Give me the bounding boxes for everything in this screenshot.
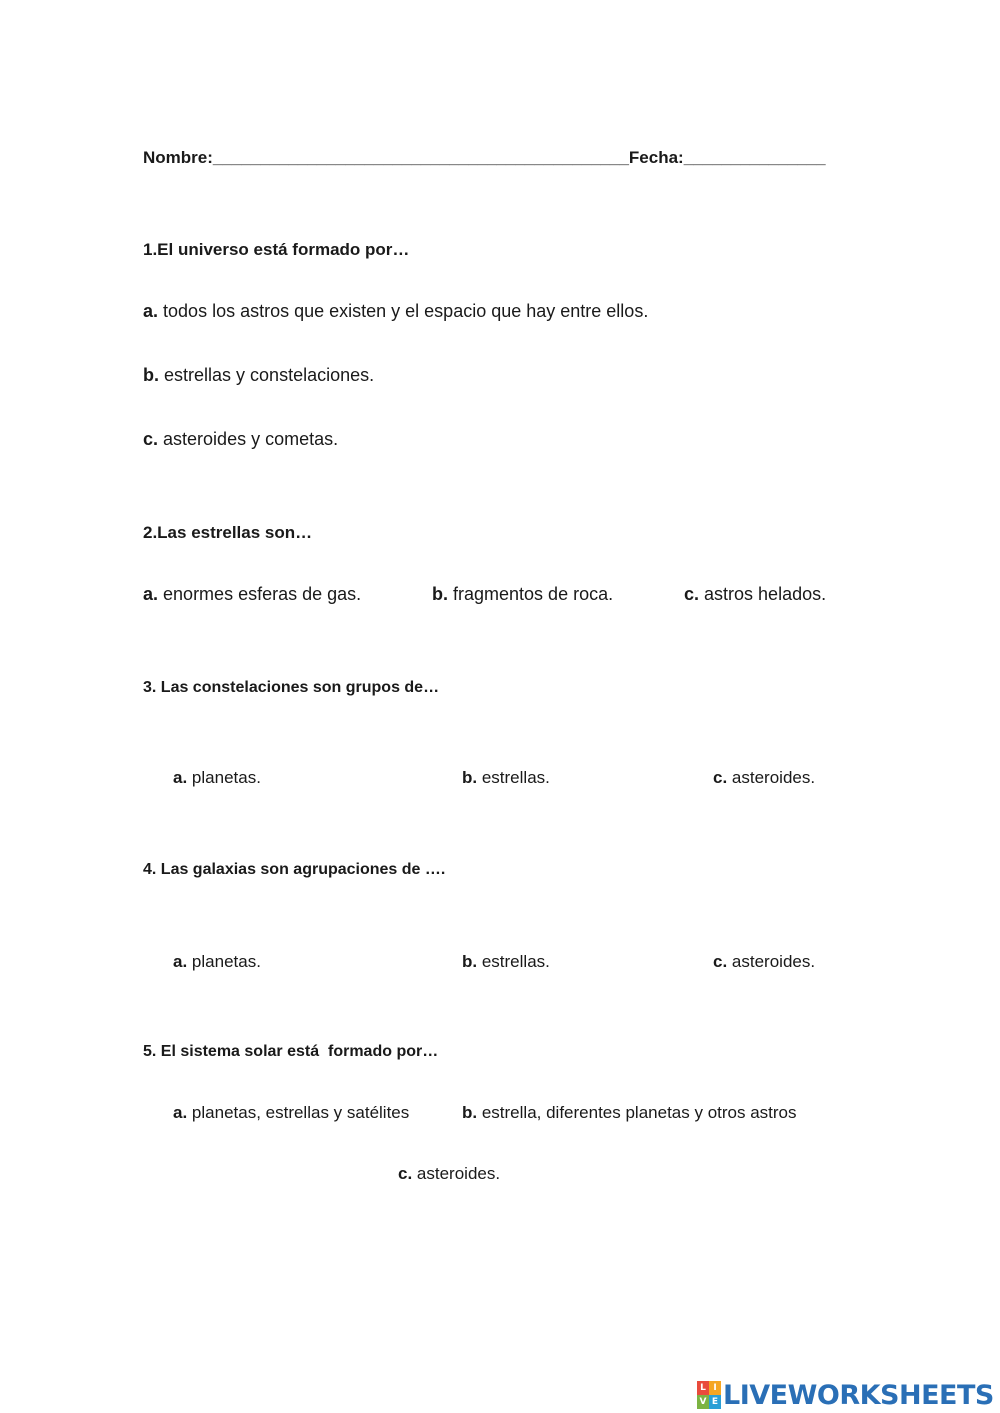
question-1-option-b[interactable] [143, 366, 374, 384]
option-text: fragmentos de roca. [453, 584, 614, 604]
option-letter: b. [143, 365, 159, 385]
option-text: enormes esferas de gas. [163, 584, 362, 604]
question-2-title: 2.Las estrellas son… [143, 523, 313, 542]
question-1-option-c[interactable] [143, 430, 338, 448]
question-4-option-b[interactable] [462, 953, 550, 970]
option-letter: c. [398, 1164, 413, 1183]
option-text: estrellas. [481, 952, 550, 971]
question-3-title: 3. Las constelaciones son grupos de… [143, 679, 440, 696]
liveworksheets-logo [697, 1379, 994, 1411]
question-5-option-a[interactable] [173, 1104, 409, 1121]
logo-tile: V [697, 1395, 709, 1409]
header-name-row [143, 149, 826, 166]
option-letter: a. [173, 1103, 188, 1122]
question-1-title: 1.El universo está formado por… [143, 240, 410, 259]
option-letter: a. [173, 952, 188, 971]
option-text: todos los astros que existen y el espacio que hay entre ellos. [163, 301, 649, 321]
question-3-option-b[interactable] [462, 769, 550, 786]
option-letter: c. [713, 952, 728, 971]
question-2-option-a[interactable] [143, 585, 361, 603]
option-text: planetas. [191, 768, 261, 787]
logo-tile: I [709, 1381, 721, 1395]
question-4-title: 4. Las galaxias son agrupaciones de …. [143, 861, 446, 878]
logo-tile: E [709, 1395, 721, 1409]
question-2-option-b[interactable] [432, 585, 613, 603]
option-text: asteroides. [416, 1164, 501, 1183]
option-letter: a. [143, 301, 159, 321]
option-letter: b. [462, 1103, 478, 1122]
option-text: asteroides y cometas. [163, 429, 339, 449]
date-blank[interactable]: _______________ [683, 148, 826, 167]
name-label: Nombre: [143, 148, 213, 167]
question-2-option-c[interactable] [684, 585, 826, 603]
liveworksheets-logo-icon [697, 1381, 721, 1409]
option-letter: c. [143, 429, 159, 449]
option-text: asteroides. [731, 952, 816, 971]
option-letter: b. [462, 952, 478, 971]
question-3-option-c[interactable] [713, 769, 815, 786]
option-text: planetas. [191, 952, 261, 971]
option-letter: c. [684, 584, 700, 604]
logo-tile: L [697, 1381, 709, 1395]
question-1-option-a[interactable] [143, 302, 648, 320]
question-4-option-c[interactable] [713, 953, 815, 970]
option-text: planetas, estrellas y satélites [191, 1103, 410, 1122]
option-text: astros helados. [704, 584, 827, 604]
option-letter: a. [173, 768, 188, 787]
question-3-option-a[interactable] [173, 769, 261, 786]
name-blank[interactable]: ____________________________________________ [212, 148, 629, 167]
question-5-title: 5. El sistema solar está formado por… [143, 1043, 439, 1060]
option-text: estrella, diferentes planetas y otros astros [481, 1103, 797, 1122]
question-5-option-c[interactable] [398, 1165, 500, 1182]
option-letter: b. [432, 584, 448, 604]
question-5-option-b[interactable] [462, 1104, 797, 1121]
option-letter: b. [462, 768, 478, 787]
option-text: estrellas y constelaciones. [164, 365, 375, 385]
option-letter: c. [713, 768, 728, 787]
liveworksheets-logo-text: LIVEWORKSHEETS [723, 1379, 994, 1411]
option-text: asteroides. [731, 768, 816, 787]
date-label: Fecha: [628, 148, 684, 167]
option-text: estrellas. [481, 768, 550, 787]
option-letter: a. [143, 584, 159, 604]
question-4-option-a[interactable] [173, 953, 261, 970]
